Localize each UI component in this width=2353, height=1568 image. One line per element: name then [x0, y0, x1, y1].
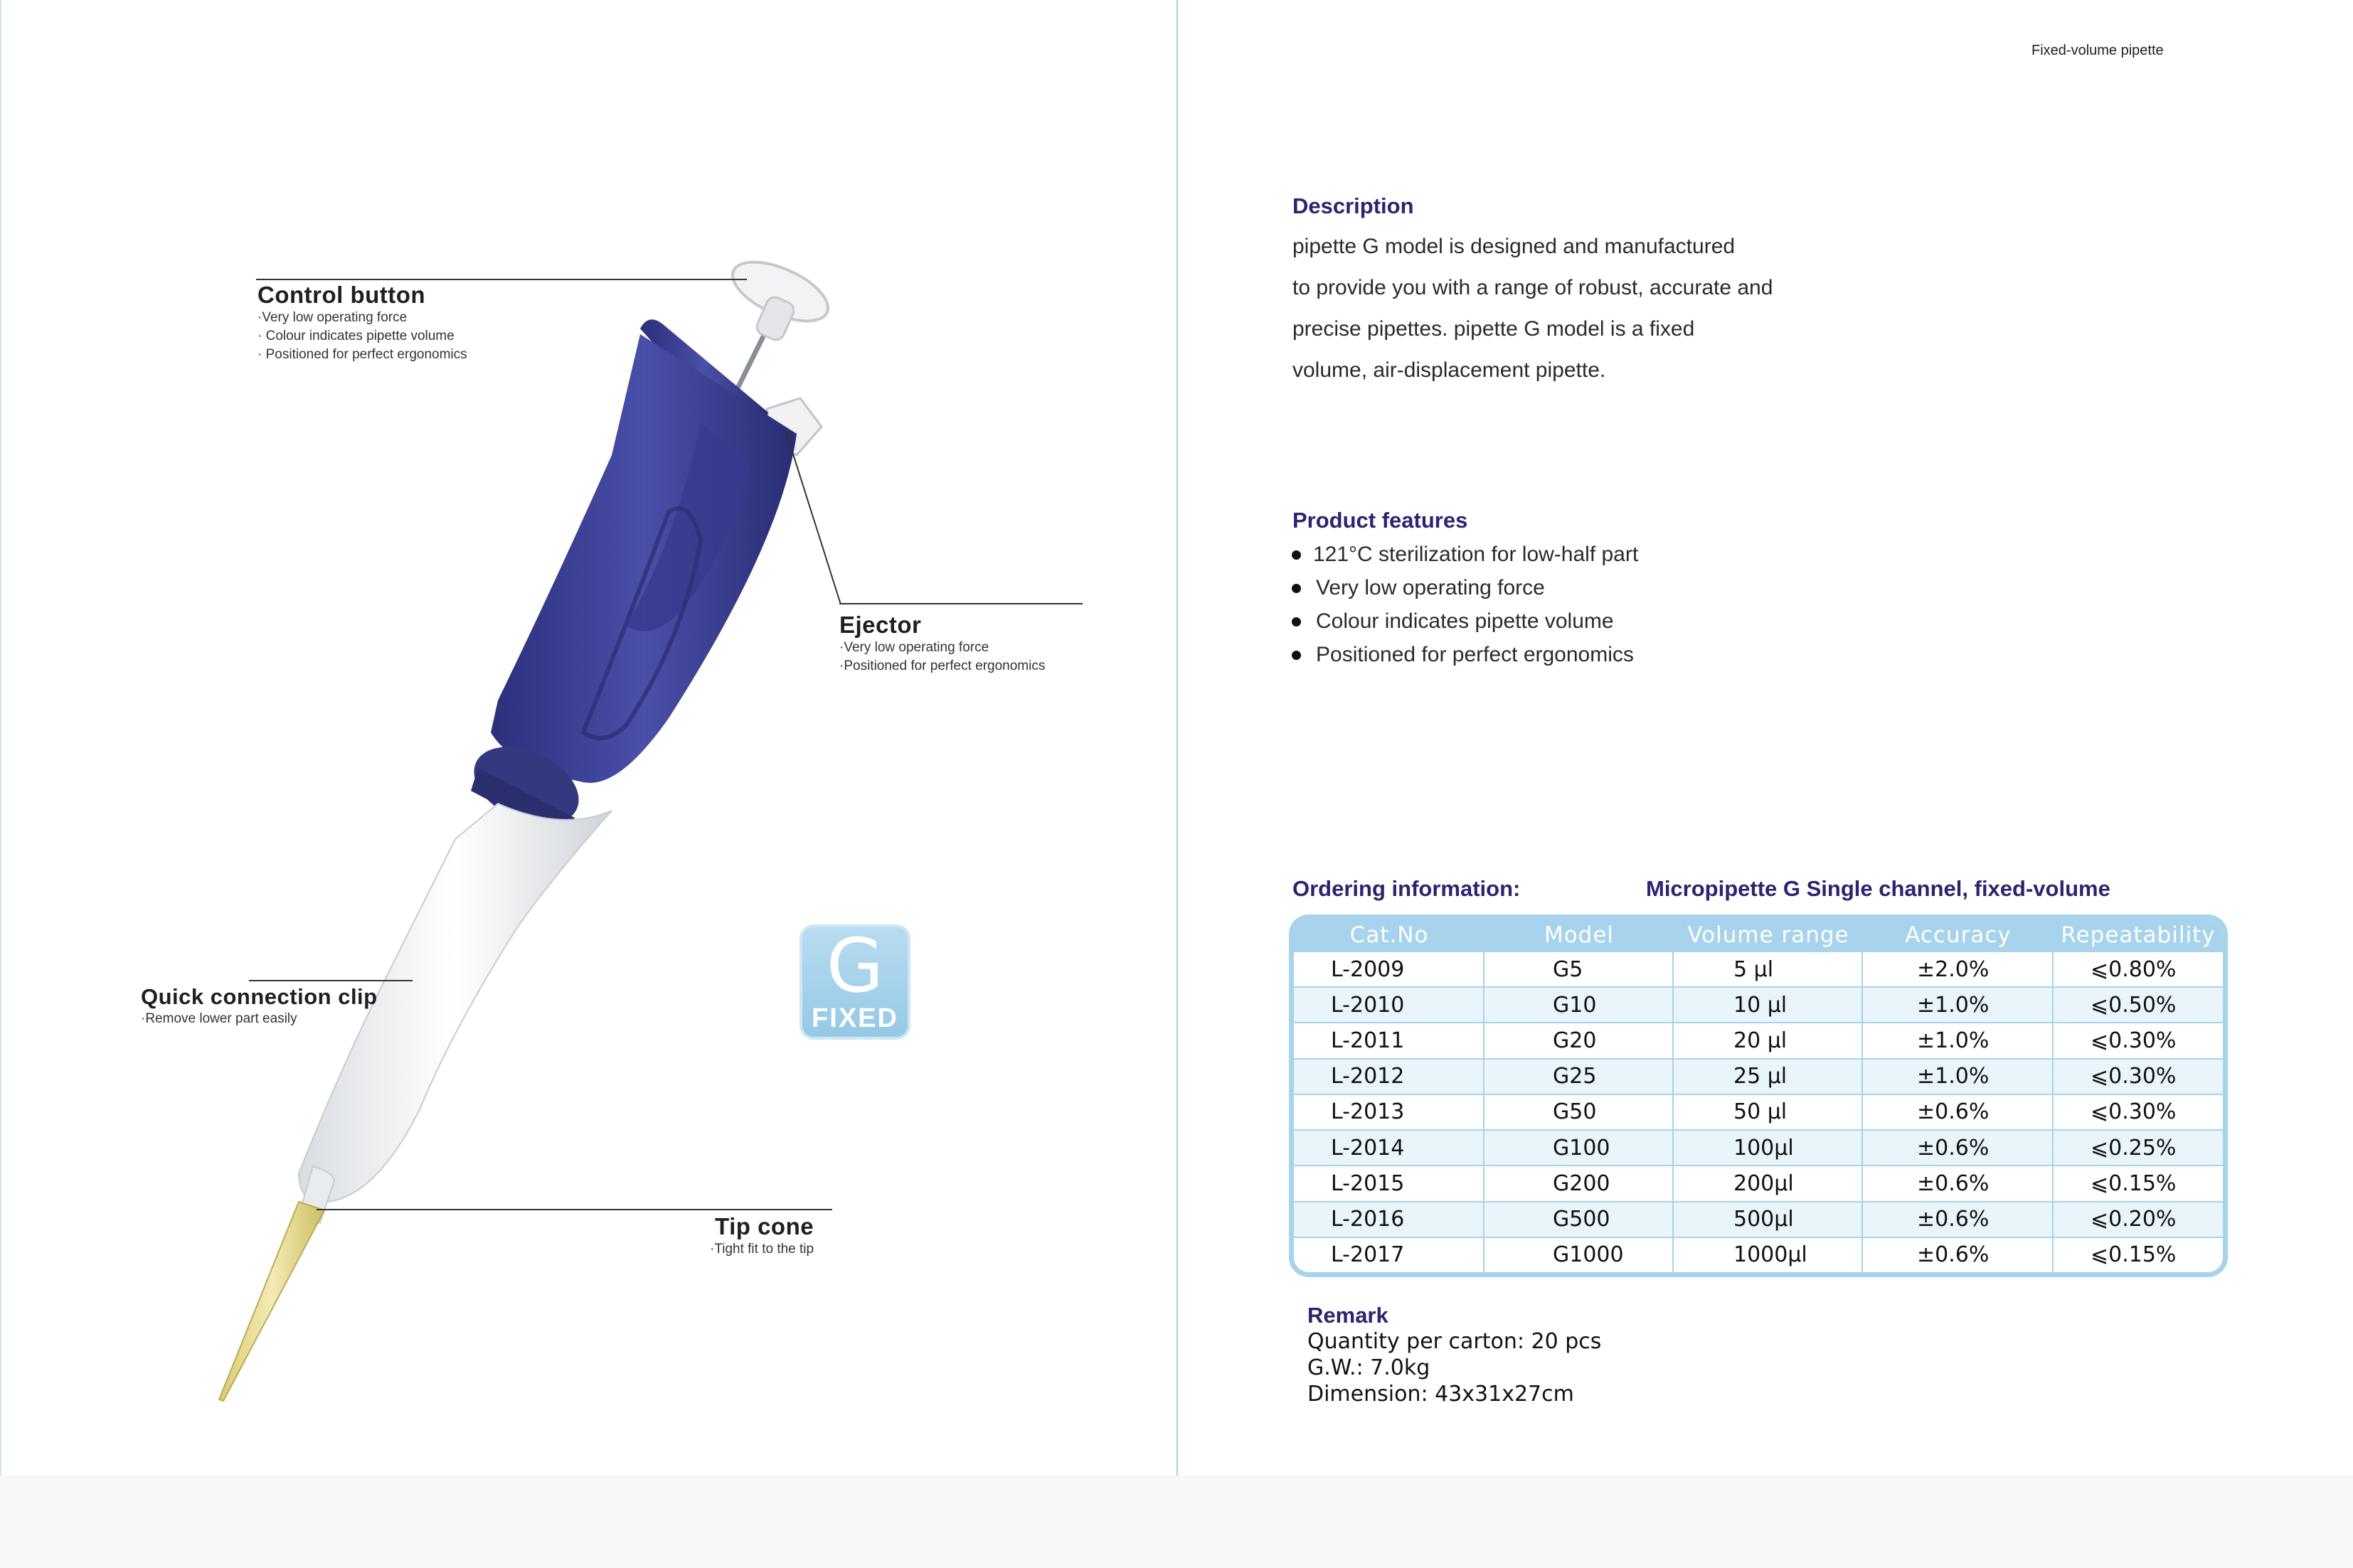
- cell-repeatability: ⩽0.50%: [2054, 986, 2223, 1022]
- column-header: Cat.No: [1294, 919, 1484, 951]
- table-row: [1294, 1022, 2223, 1057]
- g-fixed-badge: [800, 924, 910, 1040]
- remark-line: Quantity per carton: 20 pcs: [1307, 1329, 1602, 1354]
- cell-accuracy: ±0.6%: [1863, 1165, 2054, 1200]
- cell-volume: 20 µl: [1674, 1022, 1863, 1057]
- table-header-row: [1294, 919, 2223, 951]
- feature-item: Positioned for perfect ergonomics: [1289, 638, 1638, 671]
- cell-repeatability: ⩽0.25%: [2054, 1129, 2223, 1165]
- cell-accuracy: ±0.6%: [1863, 1094, 2054, 1129]
- remark-heading: Remark: [1307, 1303, 1388, 1328]
- cell-model: G500: [1484, 1201, 1674, 1237]
- cell-repeatability: ⩽0.20%: [2054, 1201, 2223, 1237]
- description-line: pipette G model is designed and manufactured: [1292, 235, 1736, 258]
- bottom-margin: [0, 1476, 2353, 1568]
- ordering-label: Ordering information:: [1292, 876, 1521, 901]
- cell-model: G5: [1484, 951, 1674, 986]
- cell-cat-no: L-2017: [1294, 1237, 1484, 1272]
- cell-model: G100: [1484, 1129, 1674, 1165]
- cell-cat-no: L-2016: [1294, 1201, 1484, 1237]
- callout-bullet: ·Tight fit to the tip: [710, 1242, 814, 1257]
- cell-cat-no: L-2010: [1294, 986, 1484, 1022]
- page-header: Fixed-volume pipette: [2031, 43, 2164, 58]
- cell-cat-no: L-2011: [1294, 1022, 1484, 1057]
- table-row: [1294, 1094, 2223, 1129]
- ordering-table: [1289, 914, 2228, 1277]
- feature-item: 121°C sterilization for low-half part: [1289, 538, 1638, 571]
- cell-model: G1000: [1484, 1237, 1674, 1272]
- cell-accuracy: ±0.6%: [1863, 1129, 2054, 1165]
- badge-letter: G: [826, 922, 884, 1009]
- description-text: [1292, 226, 1833, 391]
- cell-cat-no: L-2012: [1294, 1058, 1484, 1094]
- callout-bullet: ·Very low operating force: [257, 310, 408, 325]
- cell-model: G25: [1484, 1058, 1674, 1094]
- description-heading: Description: [1292, 193, 1414, 218]
- pipette-illustration: [0, 0, 1176, 1476]
- column-header: Volume range: [1674, 919, 1863, 951]
- cell-model: G10: [1484, 986, 1674, 1022]
- features-heading: Product features: [1292, 508, 1468, 533]
- table-row: [1294, 1129, 2223, 1165]
- table-row: [1294, 1165, 2223, 1200]
- cell-accuracy: ±0.6%: [1863, 1201, 2054, 1237]
- feature-item: Colour indicates pipette volume: [1289, 604, 1638, 638]
- cell-cat-no: L-2015: [1294, 1165, 1484, 1200]
- description-line: volume, air-displacement pipette.: [1292, 358, 1606, 382]
- control-button-leader: [256, 279, 747, 280]
- cell-cat-no: L-2009: [1294, 951, 1484, 986]
- cell-accuracy: ±1.0%: [1863, 1022, 2054, 1057]
- remark-line: G.W.: 7.0kg: [1307, 1355, 1430, 1380]
- description-line: to provide you with a range of robust, accurate and: [1292, 276, 1773, 299]
- callout-ejector: [839, 612, 1045, 676]
- callout-bullet: · Positioned for perfect ergonomics: [257, 347, 467, 362]
- page-fold-line: [1176, 0, 1178, 1476]
- cell-repeatability: ⩽0.15%: [2054, 1237, 2223, 1272]
- remark-line: Dimension: 43x31x27cm: [1307, 1382, 1574, 1407]
- callout-bullet: ·Remove lower part easily: [141, 1011, 297, 1026]
- callout-bullet: ·Positioned for perfect ergonomics: [839, 658, 1046, 673]
- callout-title: Tip cone: [715, 1213, 814, 1239]
- ejector-leader: [839, 603, 1083, 604]
- features-list: [1289, 538, 1638, 671]
- cell-volume: 5 µl: [1674, 951, 1863, 986]
- cell-volume: 50 µl: [1674, 1094, 1863, 1129]
- cell-volume: 200µl: [1674, 1165, 1863, 1200]
- cell-volume: 100µl: [1674, 1129, 1863, 1165]
- cell-repeatability: ⩽0.15%: [2054, 1165, 2223, 1200]
- cell-repeatability: ⩽0.30%: [2054, 1058, 2223, 1094]
- callout-control-button: [257, 282, 467, 364]
- cell-cat-no: L-2014: [1294, 1129, 1484, 1165]
- badge-label: FIXED: [812, 1003, 898, 1033]
- ordering-product: Micropipette G Single channel, fixed-volume: [1646, 876, 2110, 901]
- callout-title: Ejector: [839, 612, 922, 638]
- column-header: Model: [1484, 919, 1674, 951]
- callout-title: Quick connection clip: [141, 984, 378, 1009]
- remark-text: [1307, 1328, 1601, 1407]
- cell-accuracy: ±1.0%: [1863, 986, 2054, 1022]
- table-row: [1294, 1058, 2223, 1094]
- cell-cat-no: L-2013: [1294, 1094, 1484, 1129]
- ejector-leader-diagonal: [782, 427, 846, 612]
- quick-clip-leader: [249, 980, 413, 981]
- callout-title: Control button: [257, 282, 426, 308]
- cell-model: G200: [1484, 1165, 1674, 1200]
- cell-volume: 10 µl: [1674, 986, 1863, 1022]
- tip-cone-leader: [317, 1209, 832, 1210]
- cell-model: G50: [1484, 1094, 1674, 1129]
- callout-bullet: · Colour indicates pipette volume: [257, 329, 455, 343]
- callout-tip-cone: [710, 1213, 814, 1259]
- table-row: [1294, 986, 2223, 1022]
- cell-repeatability: ⩽0.30%: [2054, 1022, 2223, 1057]
- cell-repeatability: ⩽0.30%: [2054, 1094, 2223, 1129]
- control-button-shape: [724, 250, 836, 342]
- cell-volume: 500µl: [1674, 1201, 1863, 1237]
- table-row: [1294, 1237, 2223, 1272]
- cell-volume: 25 µl: [1674, 1058, 1863, 1094]
- cell-accuracy: ±0.6%: [1863, 1237, 2054, 1272]
- cell-accuracy: ±2.0%: [1863, 951, 2054, 986]
- cell-volume: 1000µl: [1674, 1237, 1863, 1272]
- table-row: [1294, 1201, 2223, 1237]
- feature-item: Very low operating force: [1289, 571, 1638, 604]
- cell-repeatability: ⩽0.80%: [2054, 951, 2223, 986]
- column-header: Repeatability: [2054, 919, 2223, 951]
- column-header: Accuracy: [1863, 919, 2054, 951]
- cell-model: G20: [1484, 1022, 1674, 1057]
- cell-accuracy: ±1.0%: [1863, 1058, 2054, 1094]
- table-row: [1294, 951, 2223, 986]
- callout-quick-clip: [141, 984, 378, 1028]
- callout-bullet: ·Very low operating force: [839, 640, 989, 655]
- description-line: precise pipettes. pipette G model is a fixed: [1292, 317, 1695, 341]
